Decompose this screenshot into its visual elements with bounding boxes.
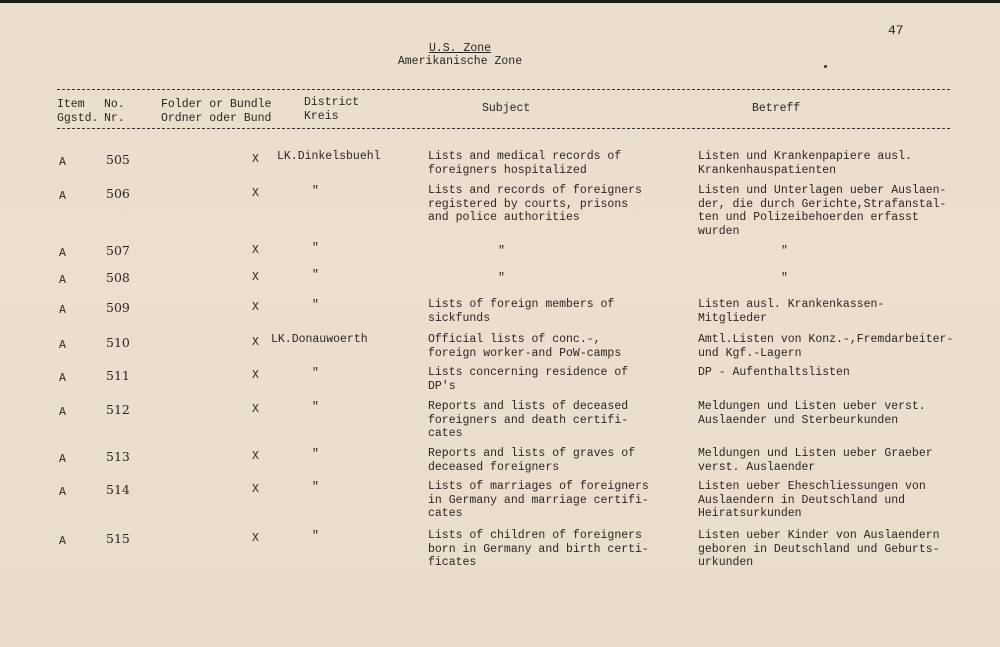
cell-item: A <box>59 274 66 287</box>
ink-dot <box>824 65 827 68</box>
cell-betreff: Listen und Unterlagen ueber Auslaen- der, die durch Gerichte,Strafanstal- ten und Polizeibehoerden erfasst wurden <box>698 184 947 238</box>
cell-no: 506 <box>106 186 130 201</box>
cell-no: 508 <box>106 270 130 285</box>
cell-betreff: " <box>781 272 788 285</box>
cell-no: 512 <box>106 402 130 417</box>
cell-folder: X <box>252 301 259 314</box>
cell-item: A <box>59 339 66 352</box>
cell-item: A <box>59 156 66 169</box>
cell-folder: X <box>252 187 259 200</box>
header-item: Item Ggstd. <box>57 98 99 125</box>
cell-item: A <box>59 406 66 419</box>
cell-betreff: Meldungen und Listen ueber verst. Auslaender und Sterbeurkunden <box>698 400 926 427</box>
title-german: Amerikanische Zone <box>397 55 523 68</box>
cell-betreff: Meldungen und Listen ueber Graeber verst. Auslaender <box>698 447 933 474</box>
cell-folder: X <box>252 450 259 463</box>
header-betreff: Betreff <box>752 102 801 115</box>
cell-folder: X <box>252 403 259 416</box>
cell-district: " <box>312 367 319 380</box>
cell-district: " <box>312 269 319 282</box>
cell-betreff: " <box>781 245 788 258</box>
cell-subject: Lists of marriages of foreigners in Germany and marriage certifi- cates <box>428 480 649 520</box>
cell-subject: Lists and records of foreigners registered by courts, prisons and police authorities <box>428 184 642 224</box>
header-no: No. Nr. <box>104 98 125 125</box>
cell-folder: X <box>252 483 259 496</box>
cell-no: 511 <box>106 368 130 383</box>
cell-subject: Lists of children of foreigners born in Germany and birth certi- ficates <box>428 529 649 569</box>
cell-betreff: Listen ueber Eheschliessungen von Auslaendern in Deutschland und Heiratsurkunden <box>698 480 926 520</box>
cell-item: A <box>59 453 66 466</box>
cell-folder: X <box>252 153 259 166</box>
cell-subject: Reports and lists of deceased foreigners and death certifi- cates <box>428 400 629 440</box>
cell-district: " <box>312 401 319 414</box>
cell-subject: Lists concerning residence of DP's <box>428 366 629 393</box>
cell-betreff: DP - Aufenthaltslisten <box>698 366 850 379</box>
cell-item: A <box>59 372 66 385</box>
cell-folder: X <box>252 369 259 382</box>
cell-district: " <box>312 448 319 461</box>
cell-district: LK.Dinkelsbuehl <box>277 150 381 163</box>
cell-betreff: Listen ausl. Krankenkassen- Mitglieder <box>698 298 885 325</box>
cell-no: 509 <box>106 300 130 315</box>
page-number: 47 <box>888 23 904 38</box>
cell-no: 515 <box>106 531 130 546</box>
cell-folder: X <box>252 532 259 545</box>
cell-item: A <box>59 535 66 548</box>
cell-no: 514 <box>106 482 130 497</box>
cell-subject: " <box>498 245 505 258</box>
cell-subject: Reports and lists of graves of deceased foreigners <box>428 447 636 474</box>
cell-district: " <box>312 242 319 255</box>
cell-district: LK.Donauwoerth <box>271 333 368 346</box>
cell-item: A <box>59 486 66 499</box>
cell-betreff: Listen und Krankenpapiere ausl. Krankenhauspatienten <box>698 150 912 177</box>
cell-folder: X <box>252 271 259 284</box>
cell-betreff: Listen ueber Kinder von Auslaendern geboren in Deutschland und Geburts- urkunden <box>698 529 940 569</box>
title-english: U.S. Zone <box>428 42 492 55</box>
cell-folder: X <box>252 336 259 349</box>
title-block <box>370 42 550 68</box>
cell-subject: Lists and medical records of foreigners hospitalized <box>428 150 622 177</box>
cell-no: 505 <box>106 152 130 167</box>
header-folder: Folder or Bundle Ordner oder Bund <box>161 98 272 125</box>
header-subject: Subject <box>482 102 531 115</box>
cell-subject: Official lists of conc.-, foreign worker-and PoW-camps <box>428 333 622 360</box>
cell-no: 510 <box>106 335 130 350</box>
cell-subject: " <box>498 272 505 285</box>
header-district: District Kreis <box>304 96 360 123</box>
cell-item: A <box>59 190 66 203</box>
cell-betreff: Amtl.Listen von Konz.-,Fremdarbeiter- und Kgf.-Lagern <box>698 333 954 360</box>
cell-folder: X <box>252 244 259 257</box>
cell-no: 507 <box>106 243 130 258</box>
header-rule-top <box>57 89 950 90</box>
cell-district: " <box>312 481 319 494</box>
cell-no: 513 <box>106 449 130 464</box>
cell-district: " <box>312 185 319 198</box>
cell-district: " <box>312 530 319 543</box>
header-rule-bottom <box>57 128 950 129</box>
cell-district: " <box>312 299 319 312</box>
cell-item: A <box>59 304 66 317</box>
cell-item: A <box>59 247 66 260</box>
cell-subject: Lists of foreign members of sickfunds <box>428 298 615 325</box>
